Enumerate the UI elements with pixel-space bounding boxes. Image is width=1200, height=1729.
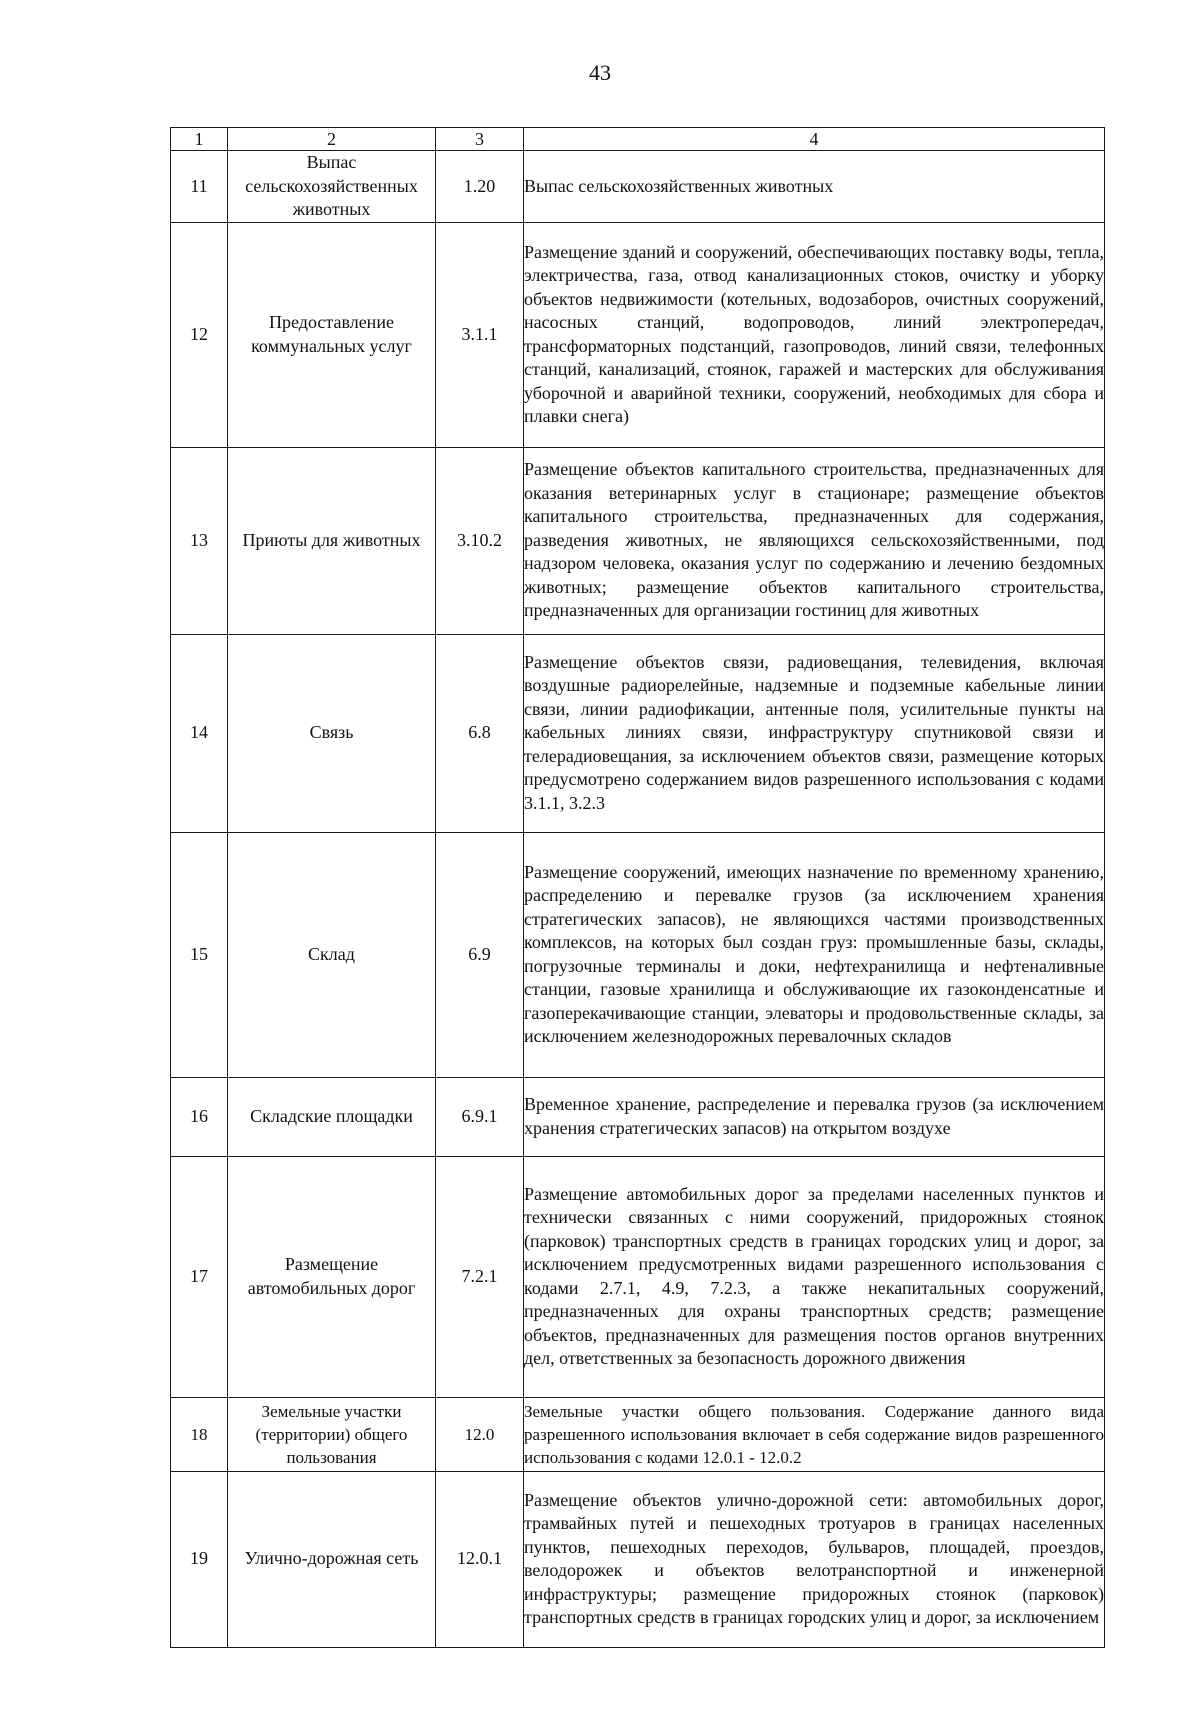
page-number: 43 [589, 60, 611, 85]
table-row [171, 1077, 1105, 1156]
use-type-name: Приюты для животных [228, 447, 436, 634]
use-type-name: Земельные участки (территории) общего пользования [228, 1397, 436, 1471]
row-number: 17 [171, 1156, 228, 1397]
land-use-table [170, 127, 1105, 1648]
use-type-description: Размещение объектов улично-дорожной сети: автомобильных дорог, трамвайных путей и пешеходных тротуаров в границах населенных пунктов, пешеходных переходов, бульваров, площадей, проездов, велодорожек и объектов велотранспортной и инженерной инфраструктуры; размещение придорожных стоянок (парковок) транспортных средств в границах городских улиц и дорог, за исключением [524, 1471, 1105, 1647]
row-number: 14 [171, 634, 228, 832]
use-type-name: Склад [228, 832, 436, 1077]
use-type-name: Предоставление коммунальных услуг [228, 222, 436, 447]
table-row [171, 447, 1105, 634]
row-number: 18 [171, 1397, 228, 1471]
table-row [171, 222, 1105, 447]
row-number: 11 [171, 151, 228, 223]
use-type-description: Земельные участки общего пользования. Содержание данного вида разрешенного использования включает в себя содержание видов разрешенного использования с кодами 12.0.1 - 12.0.2 [524, 1397, 1105, 1471]
column-header: 4 [524, 128, 1105, 151]
row-number: 12 [171, 222, 228, 447]
row-number: 19 [171, 1471, 228, 1647]
table-row [171, 832, 1105, 1077]
table-row [171, 1397, 1105, 1471]
use-type-code: 6.8 [436, 634, 524, 832]
use-type-code: 1.20 [436, 151, 524, 223]
table-row [171, 634, 1105, 832]
row-number: 16 [171, 1077, 228, 1156]
use-type-description: Временное хранение, распределение и перевалка грузов (за исключением хранения стратегических запасов) на открытом воздухе [524, 1077, 1105, 1156]
use-type-name: Связь [228, 634, 436, 832]
use-type-code: 6.9 [436, 832, 524, 1077]
use-type-code: 3.1.1 [436, 222, 524, 447]
table-header-row [171, 128, 1105, 151]
use-type-description: Размещение объектов капитального строительства, предназначенных для оказания ветеринарных услуг в стационаре; размещение объектов капитального строительства, предназначенных для содержания, разведения животных, не являющихся сельскохозяйственными, под надзором человека, оказания услуг по содержанию и лечению бездомных животных; размещение объектов капитального строительства, предназначенных для организации гостиниц для животных [524, 447, 1105, 634]
use-type-description: Размещение зданий и сооружений, обеспечивающих поставку воды, тепла, электричества, газа, отвод канализационных стоков, очистку и уборку объектов недвижимости (котельных, водозаборов, очистных сооружений, насосных станций, водопроводов, линий электропередач, трансформаторных подстанций, газопроводов, линий связи, телефонных станций, канализаций, стоянок, гаражей и мастерских для обслуживания уборочной и аварийной техники, сооружений, необходимых для сбора и плавки снега) [524, 222, 1105, 447]
use-type-code: 7.2.1 [436, 1156, 524, 1397]
use-type-name: Улично-дорожная сеть [228, 1471, 436, 1647]
use-type-description: Выпас сельскохозяйственных животных [524, 151, 1105, 223]
use-type-name: Выпас сельскохозяйственных животных [228, 151, 436, 223]
row-number: 15 [171, 832, 228, 1077]
use-type-code: 6.9.1 [436, 1077, 524, 1156]
use-type-name: Размещение автомобильных дорог [228, 1156, 436, 1397]
use-type-description: Размещение объектов связи, радиовещания, телевидения, включая воздушные радиорелейные, надземные и подземные кабельные линии связи, линии радиофикации, антенные поля, усилительные пункты на кабельных линиях связи, инфраструктуру спутниковой связи и телерадиовещания, за исключением объектов связи, размещение которых предусмотрено содержанием видов разрешенного использования с кодами 3.1.1, 3.2.3 [524, 634, 1105, 832]
table-row [171, 1156, 1105, 1397]
row-number: 13 [171, 447, 228, 634]
use-type-code: 12.0.1 [436, 1471, 524, 1647]
use-type-name: Складские площадки [228, 1077, 436, 1156]
use-type-description: Размещение сооружений, имеющих назначение по временному хранению, распределению и перевалке грузов (за исключением хранения стратегических запасов), не являющихся частями производственных комплексов, на которых был создан груз: промышленные базы, склады, погрузочные терминалы и доки, нефтехранилища и нефтеналивные станции, газовые хранилища и обслуживающие их газоконденсатные и газоперекачивающие станции, элеваторы и продовольственные склады, за исключением железнодорожных перевалочных складов [524, 832, 1105, 1077]
column-header: 2 [228, 128, 436, 151]
column-header: 1 [171, 128, 228, 151]
use-type-code: 12.0 [436, 1397, 524, 1471]
column-header: 3 [436, 128, 524, 151]
use-type-description: Размещение автомобильных дорог за пределами населенных пунктов и технически связанных с ними сооружений, придорожных стоянок (парковок) транспортных средств в границах городских улиц и дорог, за исключением предусмотренных видами разрешенного использования с кодами 2.7.1, 4.9, 7.2.3, а также некапитальных сооружений, предназначенных для охраны транспортных средств; размещение объектов, предназначенных для размещения постов органов внутренних дел, ответственных за безопасность дорожного движения [524, 1156, 1105, 1397]
table-row [171, 151, 1105, 223]
use-type-code: 3.10.2 [436, 447, 524, 634]
table-row [171, 1471, 1105, 1647]
